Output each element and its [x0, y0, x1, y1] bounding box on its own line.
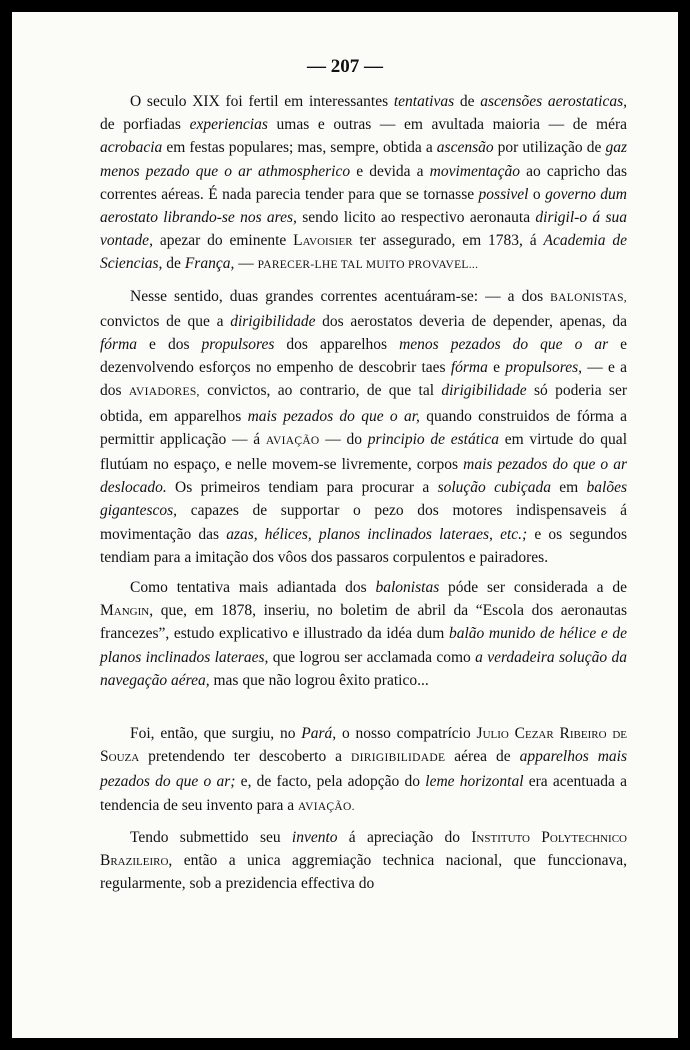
text-run: Como tentativa mais adiantada dos	[130, 579, 376, 597]
book-page	[12, 12, 678, 1038]
text-run: dos apparelhos	[274, 336, 400, 354]
text-run: pretendendo ter descoberto a	[139, 748, 352, 766]
text-run: era acentuada a tendencia de seu invento para a	[100, 773, 627, 814]
text-run: e, de facto, pela adopção do	[235, 773, 426, 791]
smallcaps-run: BALONISTAS,	[550, 291, 627, 304]
smallcaps-run: AVIADORES,	[128, 386, 200, 399]
smallcaps-run: Lavoisier	[293, 232, 353, 250]
text-run: e devida a	[350, 162, 430, 180]
italic-run: a verdadeira solução da navegação aérea,	[100, 648, 627, 689]
body-text	[100, 90, 627, 896]
text-run: capazes de supportar o pezo dos motores indispensaveis á movimentação das	[100, 502, 627, 543]
smallcaps-run: Instituto Polytechnico Brazileiro,	[100, 828, 627, 870]
italic-run: solução cubiçada	[437, 479, 551, 497]
italic-run: gaz menos pezado que o ar athmospherico	[100, 139, 627, 180]
smallcaps-run: PARECER-LHE TAL MUITO PROVAVEL...	[257, 259, 479, 272]
text-run: Foi, então, que surgiu, no	[130, 725, 302, 743]
italic-run: balões gigantescos,	[100, 479, 627, 520]
text-run: de	[162, 255, 185, 273]
text-run: e dezenvolvendo esforços no empenho de descobrir taes	[100, 336, 627, 377]
italic-run: dirigibilidade	[230, 312, 316, 330]
italic-run: propulsores,	[505, 359, 583, 377]
text-run: só poderia ser obtida, em apparelhos	[100, 382, 627, 425]
smallcaps-run: AVIAÇÃO.	[297, 800, 355, 813]
text-run: — do	[319, 430, 368, 448]
smallcaps-run: AVIAÇÃO	[265, 434, 320, 447]
text-run: mas que não logrou êxito pratico...	[209, 671, 429, 689]
smallcaps-run: DIRIGIBILIDADE	[351, 752, 446, 765]
paragraph	[100, 576, 627, 692]
text-run: dos aerostatos deveria de depender, apenas, da	[315, 312, 628, 330]
text-run: quando construidos de fórma a permittir applicação — á	[100, 407, 627, 448]
page-number: — 207 —	[307, 56, 383, 77]
italic-run: fórma	[100, 336, 138, 354]
text-run: á apreciação do	[337, 828, 472, 846]
text-run: convictos de que a	[100, 312, 231, 330]
italic-run: mais pezados do que o ar deslocado.	[100, 456, 627, 497]
text-run: em virtude do qual flutúam no espaço, e nelle movem-se livremente, corpos	[100, 430, 627, 474]
text-run: em festas populares; mas, sempre, obtida a	[162, 139, 437, 157]
italic-run: propulsores	[201, 336, 275, 354]
italic-run: governo dum aerostato librando-se nos ares,	[100, 185, 627, 227]
smallcaps-run: Mangin,	[100, 602, 154, 620]
text-run: o nosso compatrício	[336, 725, 477, 743]
text-run: de	[454, 93, 481, 110]
paragraph	[100, 90, 627, 278]
italic-run: fórma	[450, 359, 488, 377]
italic-run: experiencias	[189, 116, 268, 134]
italic-run: ascensão	[436, 139, 494, 157]
italic-run: apparelhos mais pezados do que o ar;	[100, 748, 627, 791]
text-run: ao capricho das correntes aéreas. É nada parecia tender para que se tornasse	[100, 162, 627, 203]
text-run: o	[528, 185, 546, 203]
paragraph	[100, 826, 627, 896]
text-run: Tendo submettido seu	[130, 828, 292, 846]
text-run: então a unica aggremiação technica nacional, que funccionava, regularmente, sob a prezidencia effectiva do	[100, 852, 627, 893]
italic-run: possivel	[478, 185, 529, 203]
italic-run: azas, hélices, planos inclinados lateraes, etc.;	[226, 525, 528, 543]
text-run: O seculo XIX foi fertil em interessantes	[130, 93, 394, 110]
text-run: umas e outras — em avultada maioria — de méra	[267, 116, 627, 134]
italic-run: leme horizontal	[425, 773, 524, 791]
italic-run: movimentação	[429, 162, 521, 180]
text-run: em	[550, 479, 587, 497]
text-run: e	[487, 359, 506, 377]
italic-run: tentativas	[393, 93, 455, 110]
text-run: que logrou ser acclamada como	[268, 648, 476, 666]
italic-run: França,	[184, 255, 235, 273]
text-run: — e a dos	[100, 359, 627, 400]
text-run: convictos, ao contrario, de que tal	[199, 382, 442, 400]
text-run: sendo licito ao respectivo aeronauta	[296, 209, 536, 227]
text-run: que, em 1878, inseriu, no boletim de abril da “Escola dos aeronautas francezes”, estudo explicativo e illustrado da idéa dum	[100, 602, 627, 643]
italic-run: dirigibilidade	[441, 382, 527, 400]
italic-run: Academia de Sciencias,	[100, 232, 627, 273]
text-run: póde ser considerada a de	[439, 579, 628, 597]
text-run: aérea de	[445, 748, 520, 766]
italic-run: ascensões aerostaticas,	[480, 93, 627, 110]
text-run: e dos	[137, 336, 202, 354]
italic-run: balonistas	[375, 579, 440, 597]
italic-run: mais pezados do que o ar,	[247, 407, 420, 425]
text-run: ter assegurado, em 1783, á	[352, 232, 544, 250]
text-run: Nesse sentido, duas grandes correntes acentuáram-se: — a dos	[130, 287, 551, 305]
italic-run: balão munido de hélice e de planos inclinados lateraes,	[100, 625, 627, 666]
italic-run: principio de estática	[367, 430, 499, 448]
italic-run: acrobacia	[100, 139, 163, 157]
italic-run: menos pezados do que o ar	[399, 336, 609, 354]
italic-run: Pará,	[301, 725, 337, 743]
text-run: Os primeiros tendiam para procurar a	[166, 479, 438, 497]
text-run: e os segundos tendiam para a imitação dos vôos dos passaros corpulentos e pairadores.	[100, 525, 628, 566]
text-run: de porfiadas	[100, 116, 190, 134]
paragraph	[100, 285, 627, 569]
paragraph	[100, 722, 627, 819]
text-run: por utilização de	[493, 139, 606, 157]
text-run: apezar do eminente	[152, 232, 294, 250]
italic-run: dirigil-o á sua vontade,	[100, 209, 627, 250]
italic-run: invento	[291, 828, 338, 846]
smallcaps-run: Julio Cezar Ribeiro de Souza	[100, 725, 628, 766]
text-run: —	[234, 255, 258, 273]
